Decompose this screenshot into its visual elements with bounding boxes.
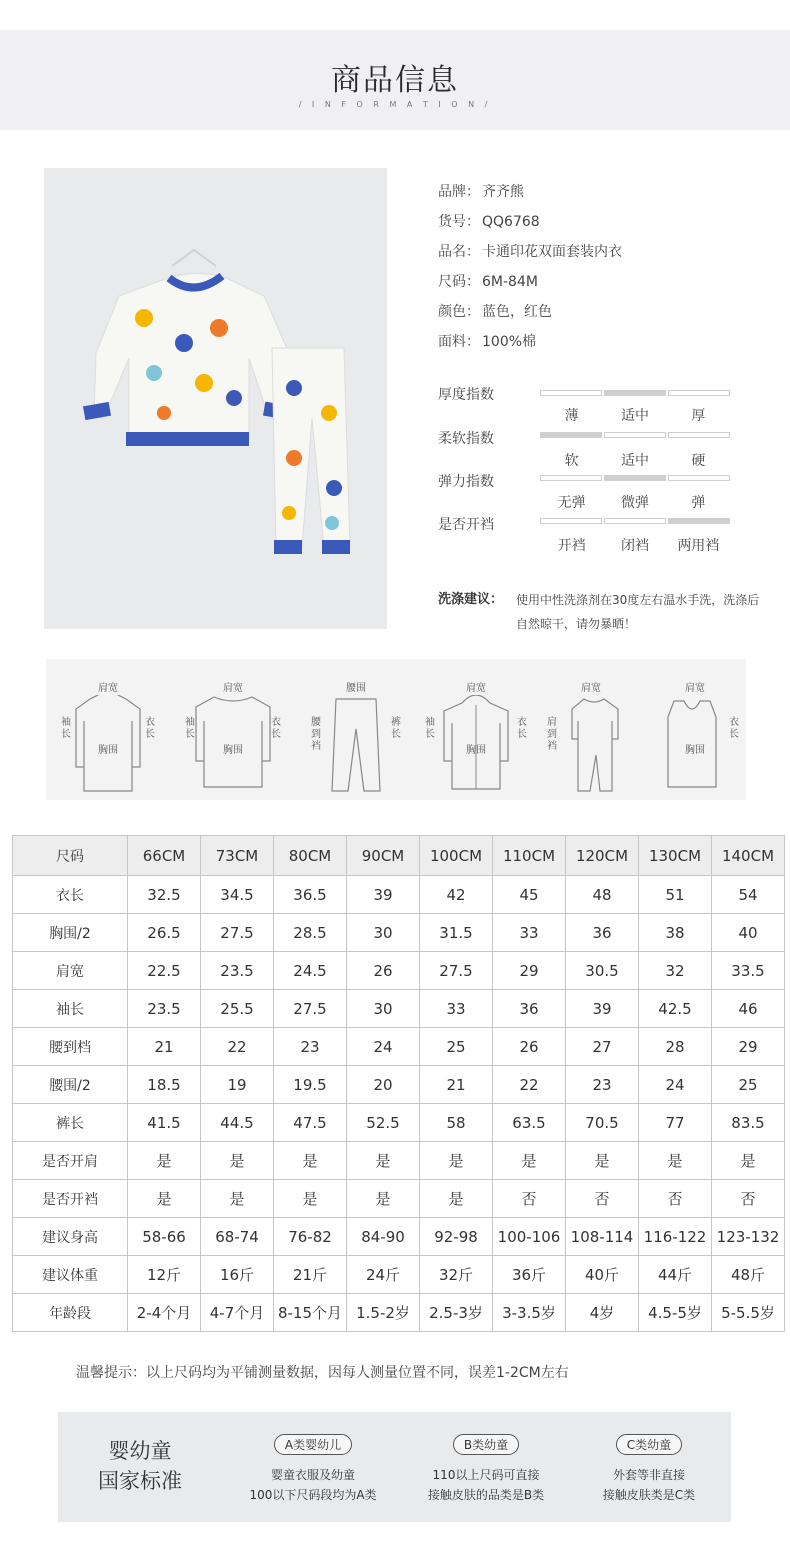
table-cell: 21 (128, 1028, 201, 1066)
wash-text: 使用中性洗涤剂在30度左右温水手洗，洗涤后自然晾干，请勿暴晒！ (516, 593, 760, 631)
index-name: 柔软指数 (438, 431, 494, 447)
table-cell: 36.5 (274, 876, 347, 914)
info-key: 品名： (438, 244, 480, 260)
table-cell: 70.5 (566, 1104, 639, 1142)
table-cell: 42.5 (639, 990, 712, 1028)
table-cell: 24斤 (347, 1256, 420, 1294)
standard-class-c (564, 1434, 734, 1505)
index-segment (668, 390, 730, 396)
table-cell: 28.5 (274, 914, 347, 952)
index-label: 软 (564, 453, 579, 469)
table-cell: 116-122 (639, 1218, 712, 1256)
standard-title (80, 1436, 200, 1496)
table-cell: 23.5 (201, 952, 274, 990)
standard-title-line: 婴幼童 (108, 1439, 172, 1463)
index-labels (540, 535, 730, 555)
table-cell: 5-5.5岁 (712, 1294, 785, 1332)
row-label: 是否开裆 (13, 1180, 128, 1218)
table-cell: 12斤 (128, 1256, 201, 1294)
table-cell: 108-114 (566, 1218, 639, 1256)
index-label: 硬 (691, 453, 706, 469)
size-header: 73CM (201, 836, 274, 876)
diagram-mid-label: 胸围 (223, 745, 243, 756)
standard-class-b (401, 1434, 571, 1505)
class-desc: 婴童衣服及幼童 (270, 1468, 355, 1482)
table-cell: 8-15个月 (274, 1294, 347, 1332)
table-cell: 33.5 (712, 952, 785, 990)
size-table (12, 835, 785, 1332)
table-cell: 46 (712, 990, 785, 1028)
table-cell: 26.5 (128, 914, 201, 952)
info-key: 面料： (438, 334, 480, 350)
table-row (13, 914, 785, 952)
product-info (438, 180, 622, 360)
table-cell: 44.5 (201, 1104, 274, 1142)
class-desc: 接触皮肤类是C类 (602, 1488, 696, 1502)
table-cell: 是 (347, 1142, 420, 1180)
table-cell: 18.5 (128, 1066, 201, 1104)
table-cell: 是 (420, 1142, 493, 1180)
table-cell: 40 (712, 914, 785, 952)
diagram-top-label: 腰围 (346, 683, 366, 694)
row-label: 腰到档 (13, 1028, 128, 1066)
size-header-label: 尺码 (13, 836, 128, 876)
table-cell: 48 (566, 876, 639, 914)
index-label: 开裆 (557, 538, 586, 554)
index-bar (540, 475, 730, 481)
index-label: 薄 (564, 408, 579, 424)
index-name: 是否开裆 (438, 517, 494, 533)
diagram-left-label: 腰到裆 (311, 717, 321, 752)
index-bar (540, 518, 730, 524)
table-cell: 30 (347, 914, 420, 952)
table-cell: 39 (347, 876, 420, 914)
table-cell: 是 (128, 1142, 201, 1180)
table-cell: 4.5-5岁 (639, 1294, 712, 1332)
diagram-vest (650, 659, 740, 800)
index-label: 微弹 (620, 495, 649, 511)
table-cell: 31.5 (420, 914, 493, 952)
table-cell: 36斤 (493, 1256, 566, 1294)
info-row (438, 270, 622, 300)
diagram-top-label: 肩宽 (223, 683, 243, 694)
page-subtitle: / I N F O R M A T I O N / (298, 100, 492, 109)
page-title: 商品信息 (331, 63, 459, 98)
info-value: 齐齐熊 (482, 184, 524, 200)
diagram-mid-label: 胸围 (466, 745, 486, 756)
class-pill: B类幼童 (453, 1434, 519, 1455)
diagram-left-label: 袖长 (185, 717, 195, 740)
table-cell: 是 (274, 1180, 347, 1218)
table-cell: 4-7个月 (201, 1294, 274, 1332)
size-header: 120CM (566, 836, 639, 876)
standard-class-a (228, 1434, 398, 1505)
table-cell: 68-74 (201, 1218, 274, 1256)
info-row (438, 210, 622, 240)
index-label: 闭裆 (620, 538, 649, 554)
table-row (13, 1256, 785, 1294)
diagram-right-label: 衣长 (517, 717, 527, 740)
info-row (438, 300, 622, 330)
table-cell: 24 (347, 1028, 420, 1066)
table-cell: 是 (201, 1180, 274, 1218)
table-row (13, 990, 785, 1028)
table-row (13, 952, 785, 990)
table-row (13, 876, 785, 914)
table-cell: 20 (347, 1066, 420, 1104)
table-cell: 否 (493, 1180, 566, 1218)
size-header: 100CM (420, 836, 493, 876)
index-segment (668, 475, 730, 481)
table-cell: 是 (566, 1142, 639, 1180)
class-desc: 外套等非直接 (612, 1468, 685, 1482)
table-cell: 是 (493, 1142, 566, 1180)
size-header: 140CM (712, 836, 785, 876)
class-desc: 接触皮肤的品类是B类 (427, 1488, 545, 1502)
table-cell: 26 (493, 1028, 566, 1066)
index-segment (540, 518, 602, 524)
table-cell: 22 (201, 1028, 274, 1066)
table-cell: 3-3.5岁 (493, 1294, 566, 1332)
info-key: 尺码： (438, 274, 480, 290)
table-cell: 51 (639, 876, 712, 914)
table-cell: 54 (712, 876, 785, 914)
diagram-left-label: 袖长 (425, 717, 435, 740)
measurement-tip: 温馨提示：以上尺码均为平铺测量数据，因每人测量位置不同，误差1-2CM左右 (76, 1365, 569, 1381)
table-cell: 45 (493, 876, 566, 914)
table-cell: 84-90 (347, 1218, 420, 1256)
table-cell: 24.5 (274, 952, 347, 990)
table-cell: 39 (566, 990, 639, 1028)
info-key: 品牌： (438, 184, 480, 200)
table-cell: 123-132 (712, 1218, 785, 1256)
table-row (13, 1028, 785, 1066)
row-label: 裤长 (13, 1104, 128, 1142)
info-key: 颜色： (438, 304, 480, 320)
index-label: 两用裆 (677, 538, 720, 554)
table-cell: 26 (347, 952, 420, 990)
index-segment (668, 518, 730, 524)
table-cell: 33 (420, 990, 493, 1028)
table-cell: 27.5 (274, 990, 347, 1028)
table-row (13, 1218, 785, 1256)
row-label: 肩宽 (13, 952, 128, 990)
table-cell: 23 (566, 1066, 639, 1104)
table-row (13, 1104, 785, 1142)
info-value: 100%棉 (482, 334, 537, 350)
table-cell: 52.5 (347, 1104, 420, 1142)
table-cell: 是 (347, 1180, 420, 1218)
table-cell: 36 (493, 990, 566, 1028)
info-value: 蓝色，红色 (482, 304, 552, 320)
info-row (438, 180, 622, 210)
pants-icon (310, 695, 402, 795)
table-cell: 是 (639, 1142, 712, 1180)
diagram-mid-label: 胸围 (685, 745, 705, 756)
size-header: 110CM (493, 836, 566, 876)
diagram-left-label: 肩到裆 (547, 717, 557, 752)
index-bar (540, 432, 730, 438)
row-label: 建议体重 (13, 1256, 128, 1294)
table-cell: 2-4个月 (128, 1294, 201, 1332)
info-key: 货号： (438, 214, 480, 230)
table-cell: 是 (420, 1180, 493, 1218)
table-cell: 24 (639, 1066, 712, 1104)
table-cell: 29 (712, 1028, 785, 1066)
index-segment (668, 432, 730, 438)
index-labels (540, 492, 730, 512)
table-cell: 25 (420, 1028, 493, 1066)
index-name: 弹力指数 (438, 474, 494, 490)
row-label: 年龄段 (13, 1294, 128, 1332)
table-cell: 21斤 (274, 1256, 347, 1294)
row-label: 是否开肩 (13, 1142, 128, 1180)
table-row (13, 1180, 785, 1218)
table-cell: 83.5 (712, 1104, 785, 1142)
row-label: 腰围/2 (13, 1066, 128, 1104)
table-cell: 77 (639, 1104, 712, 1142)
class-pill: C类幼童 (616, 1434, 682, 1455)
table-row (13, 1294, 785, 1332)
table-cell: 76-82 (274, 1218, 347, 1256)
size-table-header (13, 836, 785, 876)
index-segment (540, 475, 602, 481)
table-cell: 42 (420, 876, 493, 914)
size-header: 80CM (274, 836, 347, 876)
diagram-top-label: 肩宽 (98, 683, 118, 694)
table-cell: 58 (420, 1104, 493, 1142)
index-segment (540, 390, 602, 396)
row-label: 衣长 (13, 876, 128, 914)
row-label: 袖长 (13, 990, 128, 1028)
table-cell: 是 (201, 1142, 274, 1180)
table-cell: 32斤 (420, 1256, 493, 1294)
diagram-pants (310, 659, 402, 800)
table-cell: 30 (347, 990, 420, 1028)
table-cell: 38 (639, 914, 712, 952)
table-row (13, 1066, 785, 1104)
table-cell: 否 (712, 1180, 785, 1218)
table-cell: 100-106 (493, 1218, 566, 1256)
table-cell: 27 (566, 1028, 639, 1066)
table-cell: 否 (566, 1180, 639, 1218)
table-cell: 否 (639, 1180, 712, 1218)
diagram-right-label: 衣长 (145, 717, 155, 740)
table-cell: 28 (639, 1028, 712, 1066)
table-cell: 25.5 (201, 990, 274, 1028)
diagram-right-label: 裤长 (391, 717, 401, 740)
table-cell: 58-66 (128, 1218, 201, 1256)
table-cell: 44斤 (639, 1256, 712, 1294)
class-desc: 110以上尺码可直接 (432, 1468, 540, 1482)
row-label: 建议身高 (13, 1218, 128, 1256)
info-value: 6M-84M (482, 274, 538, 290)
table-row (13, 1142, 785, 1180)
index-segment (604, 432, 666, 438)
class-pill: A类婴幼儿 (274, 1434, 352, 1455)
diagram-top-label: 肩宽 (685, 683, 705, 694)
table-cell: 32.5 (128, 876, 201, 914)
table-cell: 92-98 (420, 1218, 493, 1256)
table-cell: 22.5 (128, 952, 201, 990)
size-header: 130CM (639, 836, 712, 876)
table-cell: 1.5-2岁 (347, 1294, 420, 1332)
diagram-hoodie (424, 659, 528, 800)
table-cell: 41.5 (128, 1104, 201, 1142)
diagram-right-label: 衣长 (271, 717, 281, 740)
diagram-sweater (178, 659, 288, 800)
info-row (438, 240, 622, 270)
diagram-top-label: 肩宽 (466, 683, 486, 694)
table-cell: 是 (128, 1180, 201, 1218)
index-label: 适中 (620, 453, 649, 469)
index-labels (540, 405, 730, 425)
table-cell: 4岁 (566, 1294, 639, 1332)
index-segment (604, 518, 666, 524)
diagram-left-label: 袖长 (61, 717, 71, 740)
table-cell: 34.5 (201, 876, 274, 914)
index-label: 弹 (691, 495, 706, 511)
index-label: 厚 (691, 408, 706, 424)
table-cell: 63.5 (493, 1104, 566, 1142)
diagram-romper (546, 659, 636, 800)
diagram-shirt (60, 659, 156, 800)
index-label: 适中 (620, 408, 649, 424)
table-cell: 16斤 (201, 1256, 274, 1294)
table-cell: 23 (274, 1028, 347, 1066)
table-cell: 19 (201, 1066, 274, 1104)
wash-label: 洗涤建议： (438, 592, 504, 607)
table-cell: 40斤 (566, 1256, 639, 1294)
index-labels (540, 450, 730, 470)
index-segment (540, 432, 602, 438)
table-cell: 是 (274, 1142, 347, 1180)
index-segment (604, 390, 666, 396)
index-bar (540, 390, 730, 396)
row-label: 胸围/2 (13, 914, 128, 952)
measurement-diagrams (46, 659, 746, 800)
table-cell: 是 (712, 1142, 785, 1180)
table-cell: 25 (712, 1066, 785, 1104)
diagram-right-label: 衣长 (729, 717, 739, 740)
table-cell: 27.5 (201, 914, 274, 952)
table-cell: 36 (566, 914, 639, 952)
size-header: 90CM (347, 836, 420, 876)
table-cell: 32 (639, 952, 712, 990)
product-photo (44, 168, 387, 629)
index-name: 厚度指数 (438, 387, 494, 403)
index-label: 无弹 (557, 495, 586, 511)
size-header: 66CM (128, 836, 201, 876)
table-cell: 33 (493, 914, 566, 952)
table-cell: 21 (420, 1066, 493, 1104)
info-value: QQ6768 (482, 214, 540, 230)
index-segment (604, 475, 666, 481)
standard-title-line: 国家标准 (98, 1469, 182, 1493)
info-value: 卡通印花双面套装内衣 (482, 244, 622, 260)
table-cell: 23.5 (128, 990, 201, 1028)
table-cell: 30.5 (566, 952, 639, 990)
table-cell: 2.5-3岁 (420, 1294, 493, 1332)
table-cell: 19.5 (274, 1066, 347, 1104)
info-row (438, 330, 622, 360)
diagram-top-label: 肩宽 (581, 683, 601, 694)
standard-band (58, 1412, 731, 1522)
romper-icon (546, 695, 636, 795)
table-cell: 27.5 (420, 952, 493, 990)
table-cell: 48斤 (712, 1256, 785, 1294)
table-cell: 22 (493, 1066, 566, 1104)
diagram-mid-label: 胸围 (98, 745, 118, 756)
class-desc: 100以下尺码段均为A类 (249, 1488, 377, 1502)
table-cell: 29 (493, 952, 566, 990)
table-cell: 47.5 (274, 1104, 347, 1142)
